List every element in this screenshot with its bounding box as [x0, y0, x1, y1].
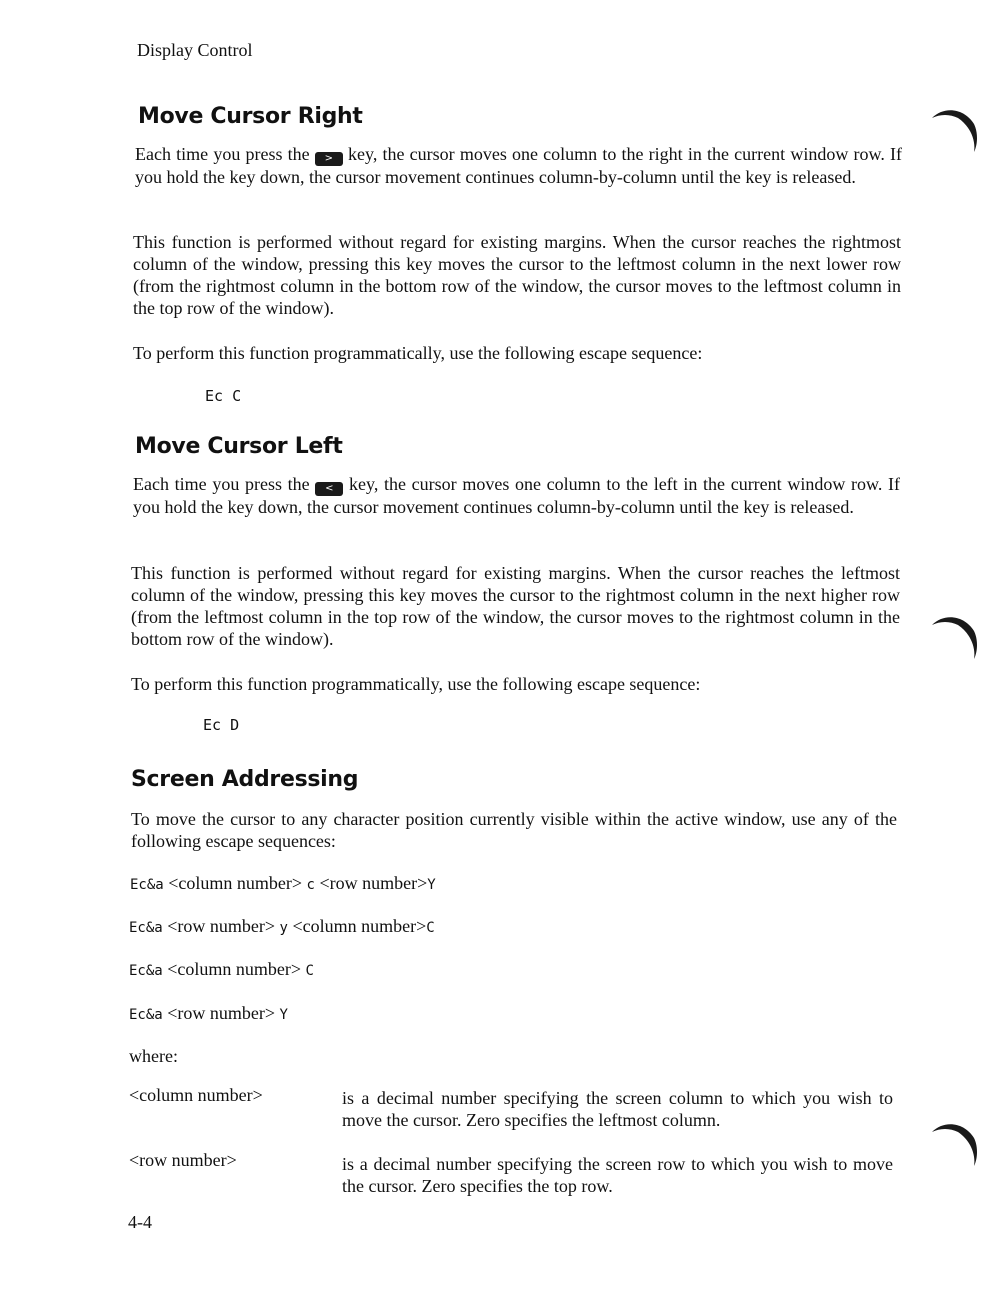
escape-sequence-3: Ec&a <column number> C: [129, 959, 314, 979]
move-left-para-1: Each time you press the < key, the cursor moves one column to the left in the current window row. If you hold the key down, the cursor movement continues column-by-column until the key is released.: [133, 474, 901, 517]
section-title-move-cursor-right: Move Cursor Right: [138, 104, 363, 129]
escape-sequence-2: Ec&a <row number> y <column number>C: [129, 916, 435, 936]
move-left-escape-sequence: Ec D: [203, 716, 240, 734]
definition-term-column-number: <column number>: [129, 1085, 263, 1105]
binder-ring-mark-icon: [930, 104, 980, 156]
left-arrow-key-icon: <: [315, 482, 343, 496]
escape-sequence-4: Ec&a <row number> Y: [129, 1003, 288, 1023]
where-label: where:: [129, 1046, 178, 1066]
binder-ring-mark-icon: [930, 611, 980, 663]
right-arrow-key-icon: >: [315, 152, 343, 166]
definition-text-column-number: is a decimal number specifying the screen column to which you wish to move the cursor. Zero specifies the leftmost column.: [342, 1088, 893, 1130]
escape-sequence-1: Ec&a <column number> c <row number>Y: [130, 873, 436, 893]
definition-text-row-number: is a decimal number specifying the screen row to which you wish to move the cursor. Zero specifies the top row.: [342, 1154, 893, 1196]
section-title-move-cursor-left: Move Cursor Left: [135, 434, 343, 459]
binder-ring-mark-icon: [930, 1118, 980, 1170]
move-right-para-1: Each time you press the > key, the cursor moves one column to the right in the current window row. If you hold the key down, the cursor movement continues column-by-column until the key is released.: [135, 144, 902, 187]
move-left-para-3: To perform this function programmatically, use the following escape sequence:: [131, 674, 701, 694]
move-right-para-2: This function is performed without regard for existing margins. When the cursor reaches the rightmost column of the window, pressing this key moves the cursor to the leftmost column in the next lower row (from the rightmost column in the bottom row of the window, the cursor moves to the leftmost column in the top row of the window).: [133, 232, 901, 318]
running-head: Display Control: [137, 40, 253, 60]
move-left-para-2: This function is performed without regard for existing margins. When the cursor reaches the leftmost column of the window, pressing this key moves the cursor to the rightmost column in the next higher row (from the leftmost column in the top row of the window, the cursor moves to the rightmost column in the bottom row of the window).: [131, 563, 900, 649]
section-title-screen-addressing: Screen Addressing: [131, 767, 359, 792]
screen-addressing-intro: To move the cursor to any character position currently visible within the active window, use any of the following escape sequences:: [131, 809, 897, 851]
move-right-para-3: To perform this function programmatically, use the following escape sequence:: [133, 343, 703, 363]
move-right-escape-sequence: Ec C: [205, 387, 242, 405]
definition-term-row-number: <row number>: [129, 1150, 237, 1170]
page-number: 4-4: [128, 1212, 152, 1232]
